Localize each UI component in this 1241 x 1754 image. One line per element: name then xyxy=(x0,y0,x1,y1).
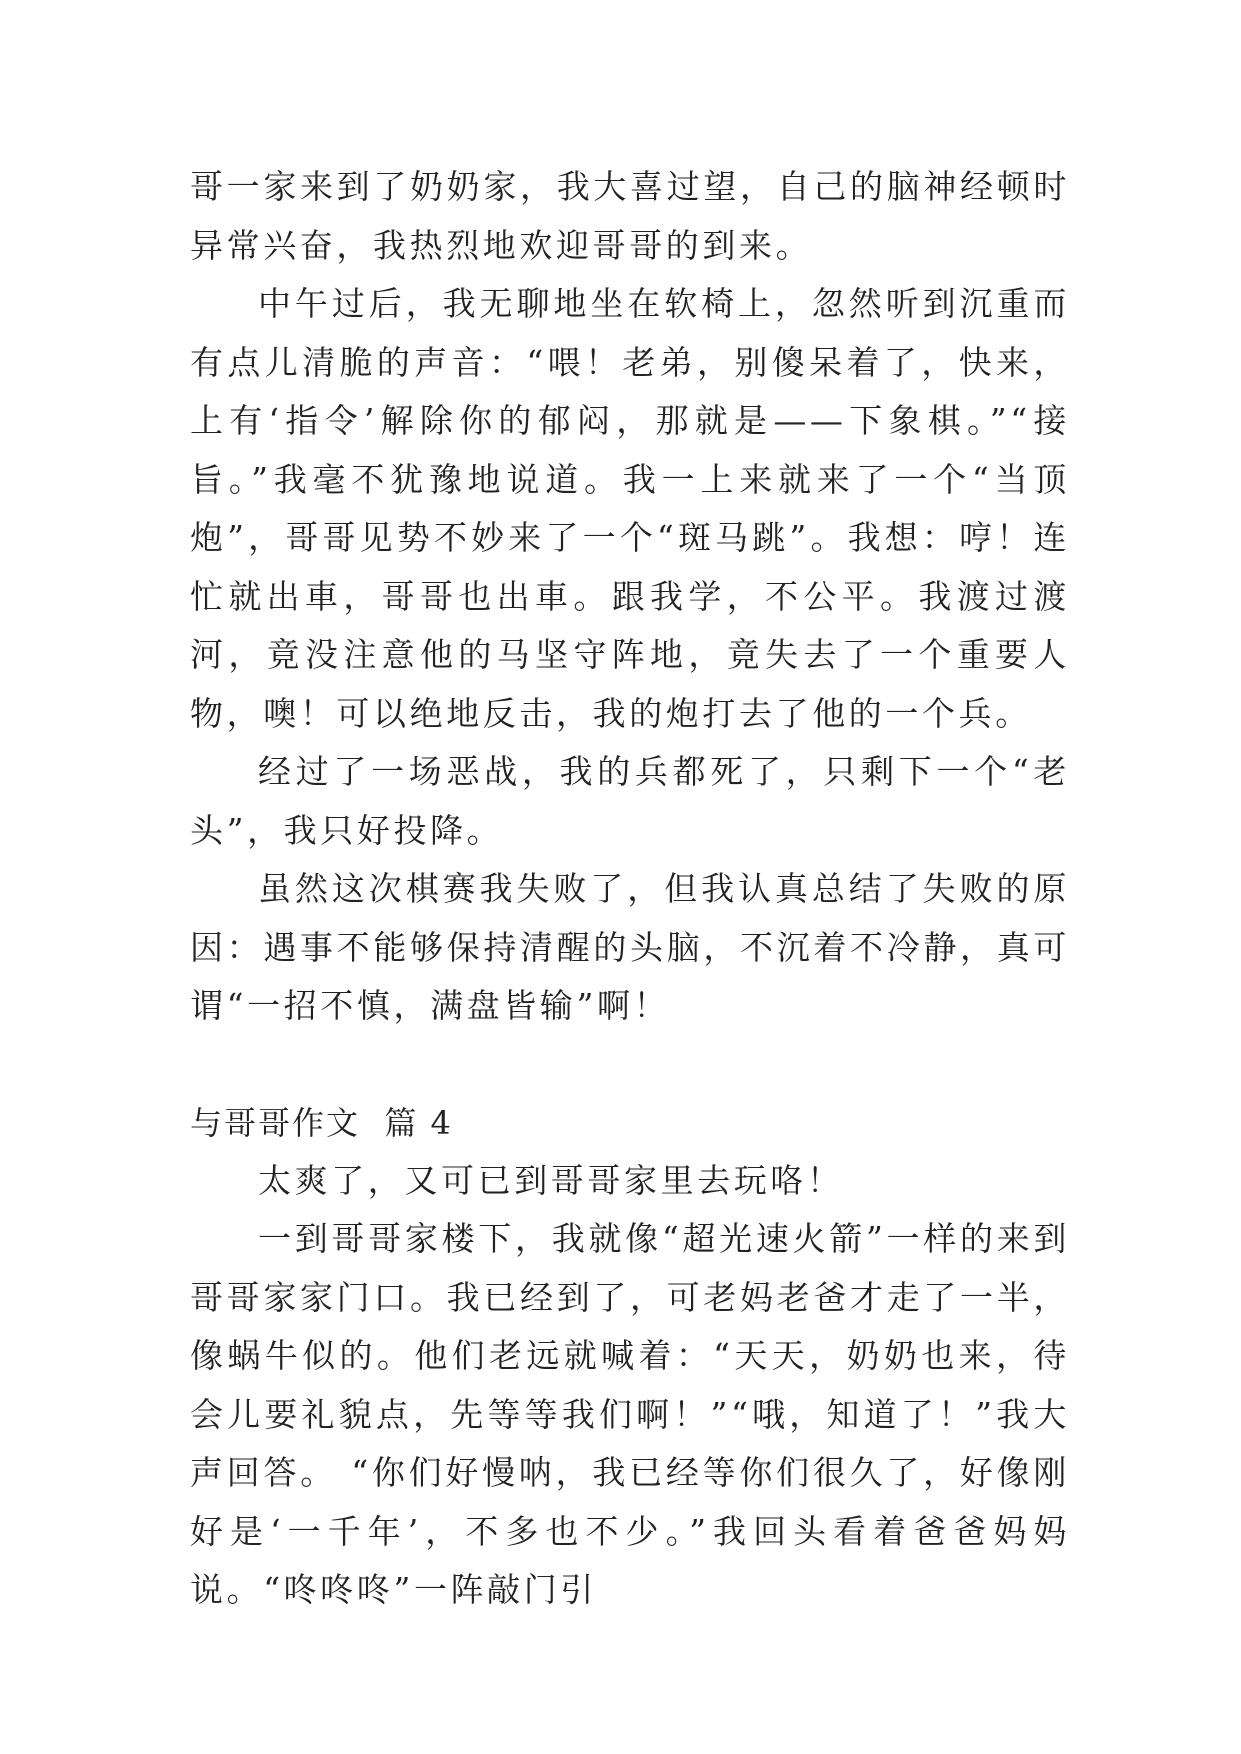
paragraph: 中午过后，我无聊地坐在软椅上，忽然听到沉重而有点儿清脆的声音：“喂！老弟，别傻呆着了，快来，上有‘指令’解除你的郁闷，那就是——下象棋。”“接旨。”我毫不犹豫地说道。我一上来就来了一个“当顶炮”，哥哥见势不妙来了一个“斑马跳”。我想：哼！连忙就出車，哥哥也出車。跟我学，不公平。我渡过渡河，竟没注意他的马坚守阵地，竟失去了一个重要人物，噢！可以绝地反击，我的炮打去了他的一个兵。 xyxy=(190,284,1070,733)
section-title: 与哥哥作文 篇 4 xyxy=(190,1103,453,1142)
paragraph: 一到哥哥家楼下，我就像“超光速火箭”一样的来到哥哥家家门口。我已经到了，可老妈老爸才走了一半，像蜗牛似的。他们老远就喊着：“天天，奶奶也来，待会儿要礼貌点，先等等我们啊！”“哦，知道了！”我大声回答。 “你们好慢呐，我已经等你们很久了，好像刚好是‘一千年’，不多也不少。”我回头看着爸爸妈妈说。“咚咚咚”一阵敲门引 xyxy=(190,1219,1070,1609)
paragraph: 太爽了，又可已到哥哥家里去玩咯！ xyxy=(258,1160,844,1200)
paragraph: 哥一家来到了奶奶家，我大喜过望，自己的脑神经顿时异常兴奋，我热烈地欢迎哥哥的到来。 xyxy=(190,167,1070,265)
paragraph: 虽然这次棋赛我失败了，但我认真总结了失败的原因：遇事不能够保持清醒的头脑，不沉着不冷静，真可谓“一招不慎，满盘皆输”啊！ xyxy=(190,869,1070,1025)
document-body xyxy=(190,158,1070,1620)
paragraph: 经过了一场恶战，我的兵都死了，只剩下一个“老头”，我只好投降。 xyxy=(190,752,1070,850)
